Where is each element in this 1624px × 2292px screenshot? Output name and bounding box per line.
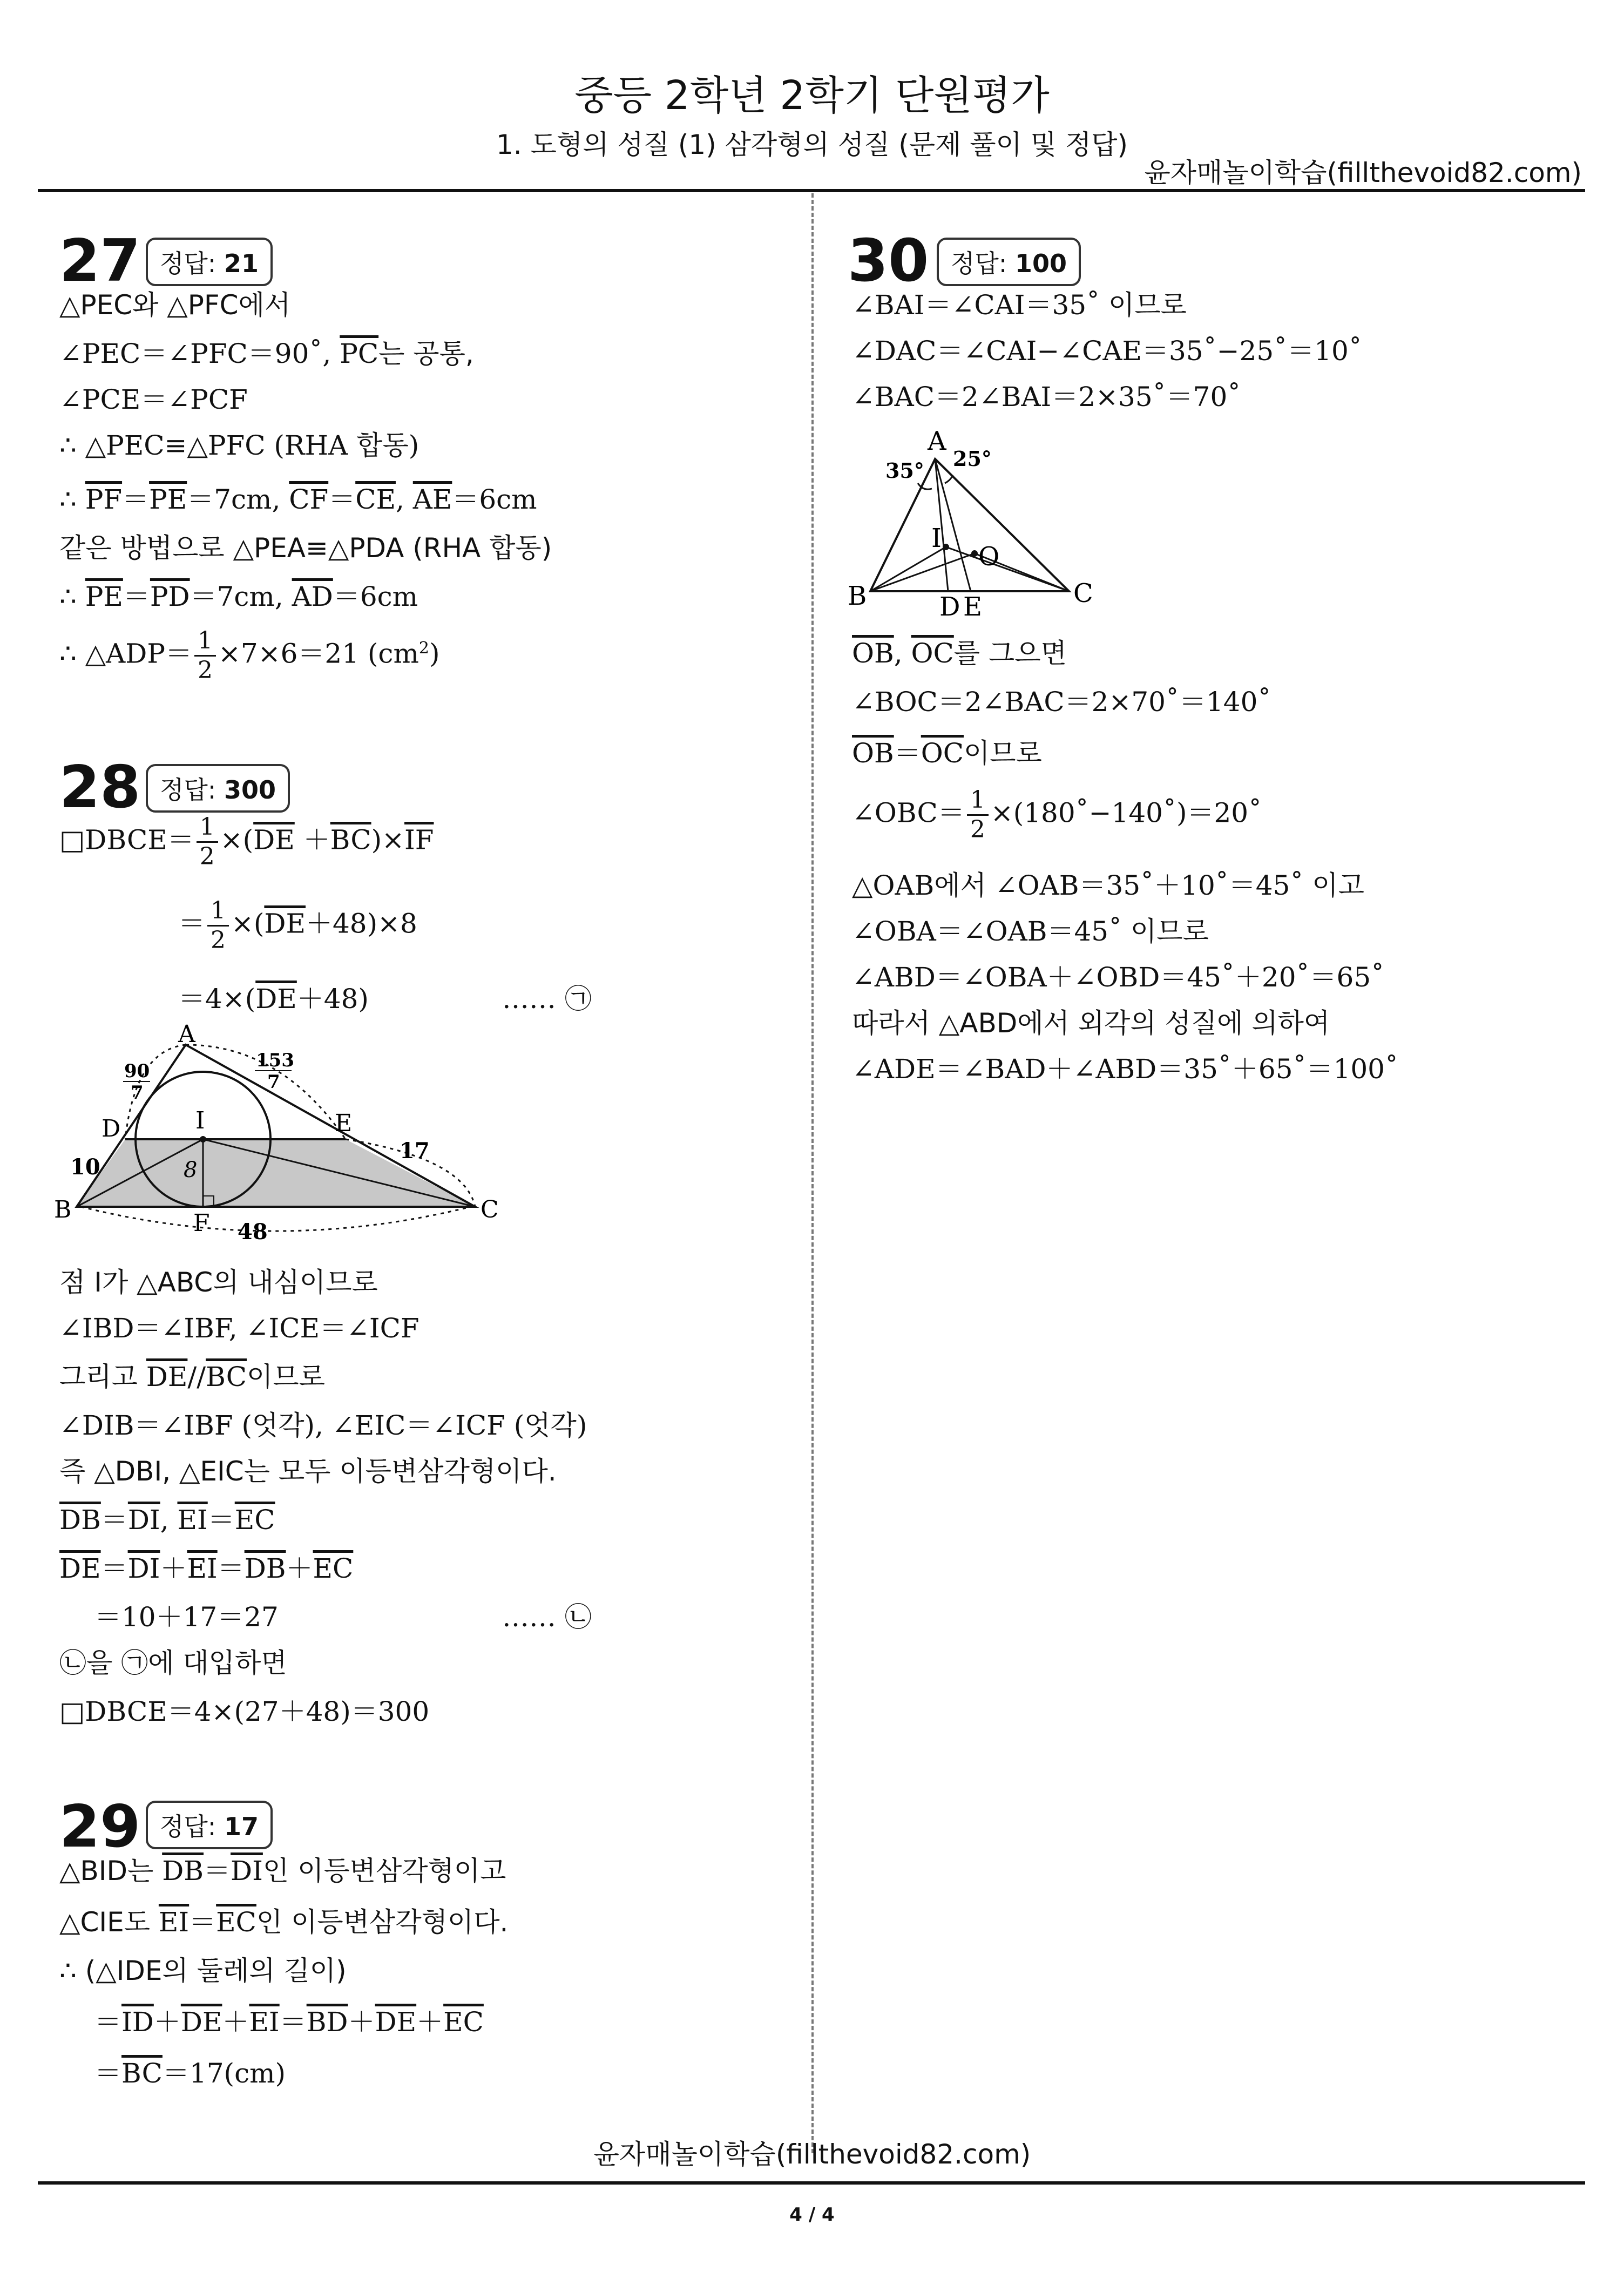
q30-line-4: $\overline{OB}$, $\overline{OC}$를 그으면	[852, 638, 1067, 669]
question-number-29: 29	[59, 1793, 141, 1861]
label-bc: 48	[238, 1219, 268, 1245]
label-bd: 10	[70, 1154, 100, 1180]
label-ad-den: 7	[131, 1082, 144, 1104]
q30-line-1: ∠BAI＝∠CAI＝35˚ 이므로	[852, 289, 1187, 321]
question-number-27: 27	[59, 227, 141, 295]
q28-line-12: ㉡을 ㉠에 대입하면	[59, 1647, 287, 1679]
q30-line-11: 따라서 △ABD에서 외각의 성질에 의하여	[852, 1008, 1330, 1039]
q27-line-8: ∴ △ADP＝ $\frac{1}{2}$ ×7×6＝21 $(cm^2)$	[59, 627, 440, 684]
answer-label: 정답:	[160, 249, 216, 278]
q30-line-5: ∠BOC＝2∠BAC＝2×70˚＝140˚	[852, 686, 1271, 718]
q28-triangle-figure	[54, 1020, 499, 1255]
label-a: A	[178, 1020, 195, 1048]
answer-value: 100	[1015, 249, 1067, 278]
angle-arc-2	[945, 475, 953, 483]
q27-line-4: ∴ △PEC≡△PFC (RHA 합동)	[59, 430, 419, 461]
page-subtitle: 1. 도형의 성질 (1) 삼각형의 성질 (문제 풀이 및 정답)	[496, 129, 1128, 160]
point-i	[943, 544, 949, 550]
label-f: F	[193, 1209, 210, 1237]
answer-box-30	[937, 238, 1081, 286]
q28-line-2: ＝ $\frac{1}{2}$ $\times(\overline{DE}+48)\times 8$	[178, 897, 417, 954]
q30-line-7: ∠OBC＝ $\frac{1}{2}$ ×(180˚−140˚)＝20˚	[852, 786, 1262, 843]
label-angle-25: 25°	[953, 447, 992, 471]
q30-line-10: ∠ABD＝∠OBA＋∠OBD＝45˚＋20˚＝65˚	[852, 962, 1385, 993]
label-ec: 17	[400, 1138, 430, 1164]
fraction: $\frac{1}{2}$	[197, 815, 218, 869]
label-angle-35: 35°	[885, 458, 924, 483]
q28-marker-2: …… ㉡	[502, 1601, 592, 1633]
brace-bc	[81, 1207, 471, 1231]
answer-label: 정답:	[951, 249, 1007, 278]
column-divider	[811, 193, 814, 2153]
page-title: 중등 2학년 2학기 단원평가	[574, 72, 1050, 119]
q28-line-1: □DBCE＝ $\frac{1}{2}$ $\times(\overline{DE} +\overline{BC})\times\overline{IF}$	[59, 813, 434, 870]
q28-line-13: □DBCE＝4×(27＋48)＝300	[59, 1696, 430, 1727]
answer-value: 17	[224, 1812, 259, 1841]
label-e: E	[335, 1110, 353, 1137]
q30-line-12: ∠ADE＝∠BAD＋∠ABD＝35˚＋65˚＝100˚	[852, 1053, 1398, 1085]
q29-line-1: △BID는 $\overline{DB}=\overline{DI}$인 이등변삼각형이고	[59, 1855, 506, 1887]
site-credit-bottom: 윤자매놀이학습(fillthevoid82.com)	[593, 2139, 1031, 2170]
label-ae-num: 153	[256, 1050, 294, 1071]
q28-line-6: 그리고 $\overline{DE}//\overline{BC}$이므로	[59, 1361, 325, 1392]
q29-line-5: $=\overline{BC}=17(cm)$	[94, 2058, 286, 2089]
label-if: 8	[184, 1158, 198, 1182]
page-number: 4 / 4	[789, 2204, 835, 2226]
site-credit-top: 윤자매놀이학습(fillthevoid82.com)	[1144, 157, 1582, 188]
label-i: I	[931, 523, 942, 553]
q28-line-10: $\overline{DE}=\overline{DI}+\overline{EI}=\overline{DB}+\overline{EC}$	[59, 1553, 354, 1584]
label-d: D	[102, 1115, 121, 1142]
q27-line-6: 같은 방법으로 △PEA≡△PDA (RHA 합동)	[59, 532, 552, 564]
fraction: $\frac{1}{2}$	[207, 899, 229, 952]
header-rule	[38, 189, 1585, 192]
q27-line-1: △PEC와 △PFC에서	[59, 289, 291, 321]
q27-line-2: ∠PEC＝∠PFC＝90˚, $\overline{PC}$는 공통,	[59, 338, 474, 369]
answer-label: 정답:	[160, 1812, 216, 1841]
label-d: D	[939, 592, 960, 622]
label-c: C	[481, 1196, 499, 1223]
q28-line-9: $\overline{DB}=\overline{DI}$, $\overline{EI}=\overline{EC}$	[59, 1504, 275, 1536]
q28-line-11: ＝10＋17＝27	[94, 1601, 279, 1633]
q28-line-4: 점 I가 △ABC의 내심이므로	[59, 1267, 378, 1298]
q30-line-6: $\overline{OB}=\overline{OC}$이므로	[852, 738, 1042, 769]
q30-line-9: ∠OBA＝∠OAB＝45˚ 이므로	[852, 916, 1209, 947]
q28-line-3: $=4\times(\overline{DE}+48)$	[178, 983, 369, 1015]
footer-rule	[38, 2181, 1585, 2185]
q27-line-3: ∠PCE＝∠PCF	[59, 384, 248, 415]
label-b: B	[54, 1196, 72, 1223]
fraction: $\frac{1}{2}$	[967, 788, 989, 842]
q28-line-5: ∠IBD＝∠IBF, ∠ICE＝∠ICF	[59, 1313, 419, 1344]
label-a: A	[928, 426, 946, 456]
q30-line-3: ∠BAC＝2∠BAI＝2×35˚＝70˚	[852, 381, 1241, 413]
q28-marker-1: …… ㉠	[502, 983, 592, 1015]
label-ae-den: 7	[267, 1071, 280, 1093]
q30-line-8: △OAB에서 ∠OAB＝35˚＋10˚＝45˚ 이고	[852, 870, 1364, 901]
q27-line-7: ∴ $\overline{PE}=\overline{PD}=7cm$, $\overline{AD}=6cm$	[59, 581, 418, 612]
q29-line-2: △CIE도 $\overline{EI}=\overline{EC}$인 이등변삼각형이다.	[59, 1906, 509, 1938]
point-o	[971, 550, 978, 557]
label-c: C	[1073, 578, 1093, 609]
q29-line-3: ∴ (△IDE의 둘레의 길이)	[59, 1955, 347, 1986]
answer-box-29	[146, 1801, 273, 1849]
point-i	[200, 1136, 206, 1142]
fraction: $\frac{1}{2}$	[194, 629, 216, 682]
label-e: E	[963, 592, 983, 622]
q28-line-8: 즉 △DBI, △EIC는 모두 이등변삼각형이다.	[59, 1456, 557, 1487]
q30-triangle-figure	[842, 424, 1112, 624]
q29-line-4: $=\overline{ID}+\overline{DE}+\overline{EI}=\overline{BD}+\overline{DE}+\overline{EC}$	[94, 2006, 484, 2038]
question-number-30: 30	[848, 227, 929, 295]
answer-box-27	[146, 238, 273, 286]
q28-line-7: ∠DIB＝∠IBF (엇각), ∠EIC＝∠ICF (엇각)	[59, 1410, 587, 1441]
answer-box-28	[146, 764, 290, 813]
answer-value: 300	[224, 775, 276, 804]
label-i: I	[195, 1107, 205, 1134]
label-ad-num: 90	[124, 1060, 150, 1082]
label-b: B	[848, 581, 867, 611]
answer-label: 정답:	[160, 775, 216, 804]
q30-line-2: ∠DAC＝∠CAI−∠CAE＝35˚−25˚＝10˚	[852, 335, 1362, 367]
question-number-28: 28	[59, 754, 141, 821]
answer-value: 21	[224, 249, 259, 278]
q27-line-5: ∴ $\overline{PF}=\overline{PE}=7cm$, $\overline{CF}=\overline{CE}$, $\overline{AE}=6cm$	[59, 484, 537, 515]
label-o: O	[978, 542, 1000, 572]
